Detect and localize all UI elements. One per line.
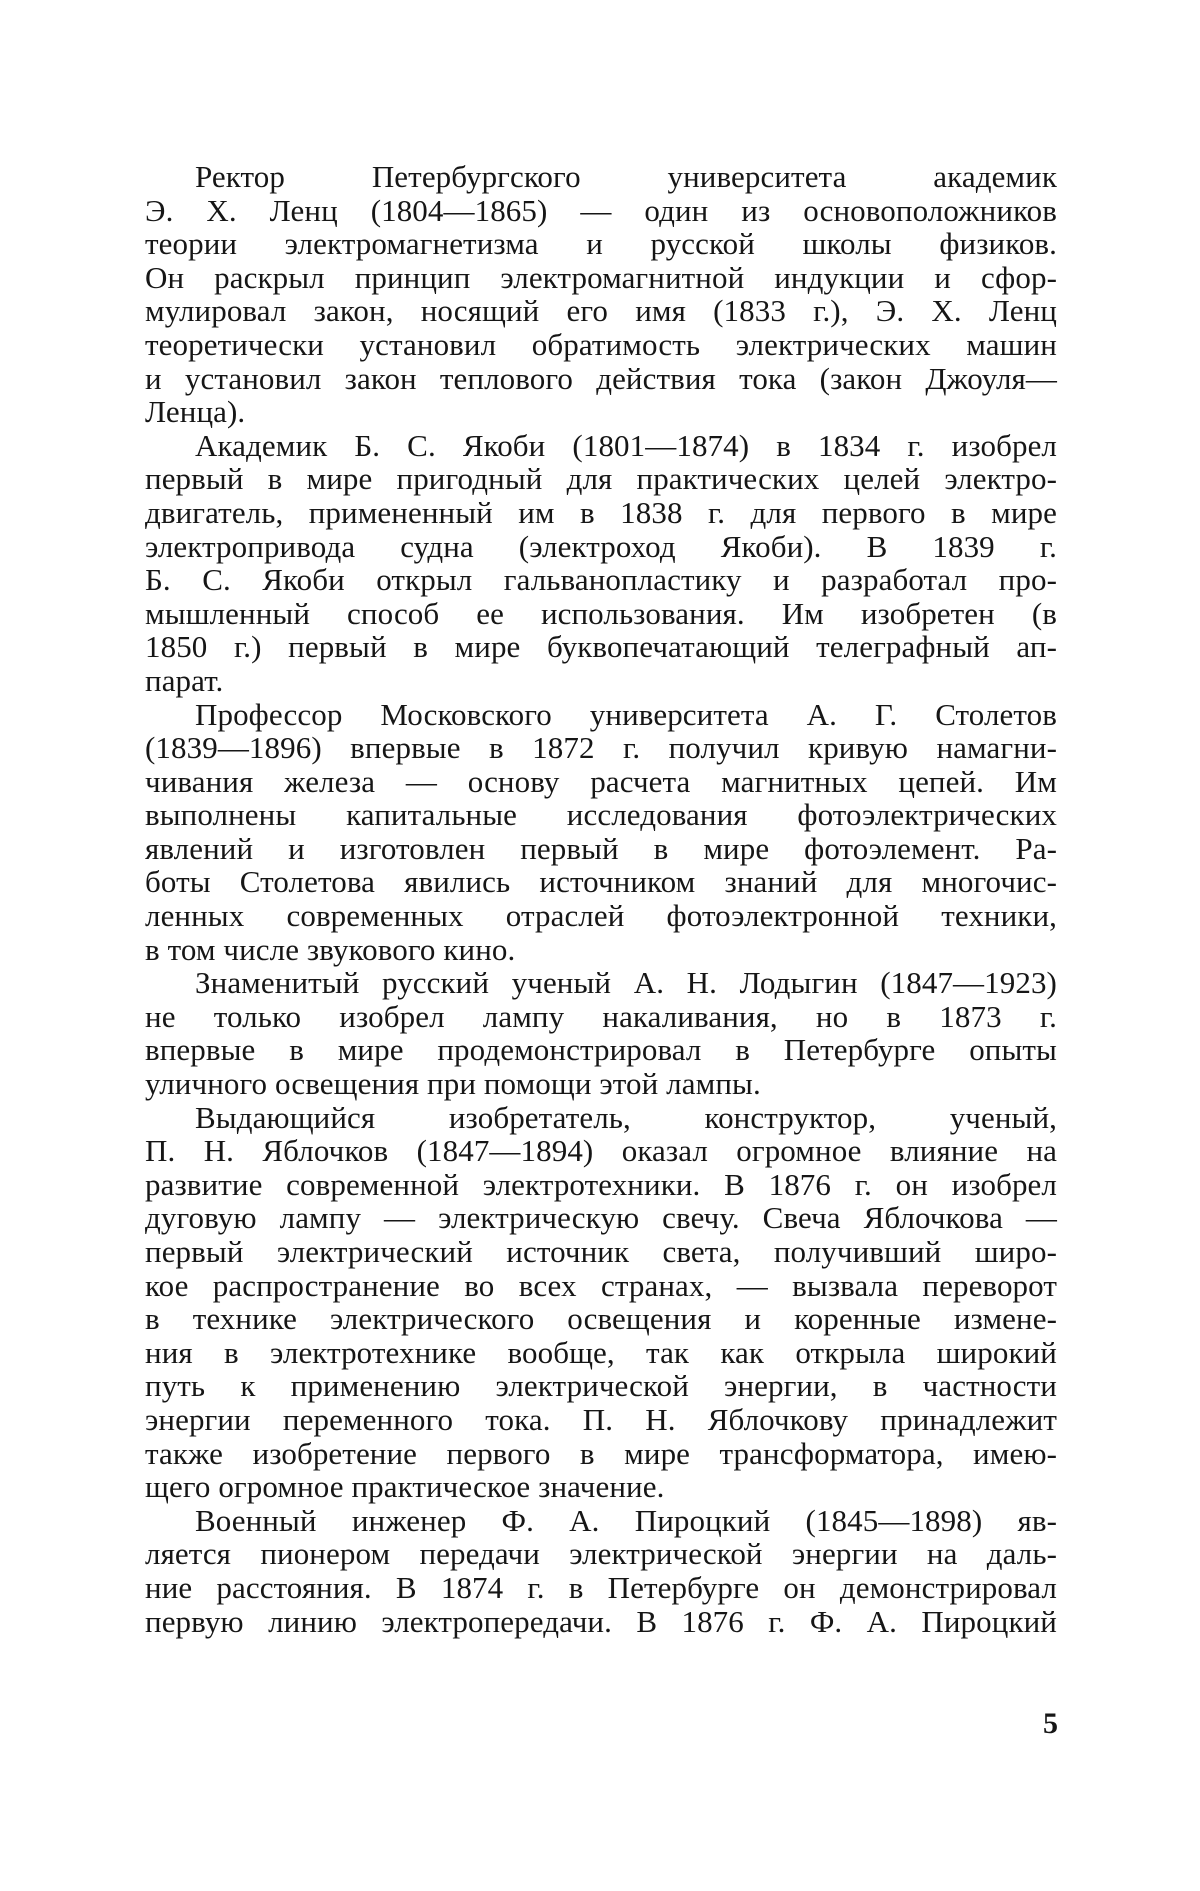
text-line: щего огромное практическое значение. (145, 1469, 665, 1505)
text-line: в технике электрического освещения и коренные измене- (145, 1301, 1057, 1337)
text-line: первую линию электропередачи. В 1876 г. Ф. А. Пироцкий (145, 1603, 1057, 1639)
text-line: теоретически установил обратимость электрических машин (145, 326, 1057, 362)
text-line: парат. (145, 662, 224, 698)
text-line: мулировал закон, носящий его имя (1833 г.), Э. Х. Ленц (145, 293, 1057, 329)
text-line: ния в электротехнике вообще, так как открыла широкий (145, 1334, 1057, 1370)
text-line: (1839—1896) впервые в 1872 г. получил кривую намагни- (145, 730, 1057, 766)
paragraph-stoletov (145, 698, 1057, 967)
text-line: ние расстояния. В 1874 г. в Петербурге он демонстрировал (145, 1569, 1057, 1605)
paragraph-pirotsky (145, 1504, 1057, 1638)
text-line: Знаменитый русский ученый А. Н. Лодыгин (1847—1923) (195, 965, 1057, 1001)
text-line: ленных современных отраслей фотоэлектронной техники, (145, 898, 1057, 934)
text-line: и установил закон теплового действия тока (закон Джоуля— (145, 360, 1057, 396)
text-line: энергии переменного тока. П. Н. Яблочкову принадлежит (145, 1401, 1057, 1437)
text-line: развитие современной электротехники. В 1876 г. он изобрел (145, 1166, 1057, 1202)
text-line: впервые в мире продемонстрировал в Петербурге опыты (145, 1032, 1057, 1068)
text-line: Академик Б. С. Якоби (1801—1874) в 1834 г. изобрел (195, 427, 1057, 463)
text-line: чивания железа — основу расчета магнитных цепей. Им (145, 763, 1057, 799)
text-line: Профессор Московского университета А. Г. Столетов (195, 696, 1057, 732)
text-line: в том числе звукового кино. (145, 931, 516, 967)
text-line: мышленный способ ее использования. Им изобретен (в (145, 595, 1057, 631)
text-line: явлений и изготовлен первый в мире фотоэлемент. Ра- (145, 830, 1057, 866)
text-line: первый электрический источник света, получивший широ- (145, 1234, 1057, 1269)
text-line: теории электромагнетизма и русской школы физиков. (145, 226, 1057, 262)
text-line: выполнены капитальные исследования фотоэлектрических (145, 797, 1057, 833)
text-line: также изобретение первого в мире трансформатора, имею- (145, 1435, 1057, 1471)
text-line: Ленца). (145, 394, 246, 430)
text-line: Он раскрыл принцип электромагнитной индукции и сфор- (145, 259, 1057, 295)
text-line: не только изобрел лампу накаливания, но в 1873 г. (145, 998, 1057, 1034)
text-line: кое распространение во всех странах, — вызвала переворот (145, 1267, 1057, 1303)
text-line: 1850 г.) первый в мире буквопечатающий телеграфный ап- (145, 629, 1057, 665)
page-number: 5 (1043, 1707, 1058, 1740)
paragraph-yablochkov (145, 1101, 1057, 1504)
text-line: Военный инженер Ф. А. Пироцкий (1845—1898) яв- (195, 1502, 1057, 1538)
text-line: Э. Х. Ленц (1804—1865) — один из основоположников (145, 192, 1057, 228)
text-line: Выдающийся изобретатель, конструктор, ученый, (195, 1099, 1057, 1135)
text-line: первый в мире пригодный для практических целей электро- (145, 461, 1057, 497)
paragraph-jacobi (145, 429, 1057, 698)
text-line: Б. С. Якоби открыл гальванопластику и разработал про- (145, 562, 1057, 598)
text-line: дуговую лампу — электрическую свечу. Свеча Яблочкова — (145, 1200, 1057, 1236)
text-line: П. Н. Яблочков (1847—1894) оказал огромное влияние на (145, 1133, 1057, 1169)
paragraph-lodygin (145, 966, 1057, 1100)
text-line: уличного освещения при помощи этой лампы. (145, 1066, 761, 1102)
text-line: боты Столетова явились источником знаний для многочис- (145, 864, 1057, 900)
paragraph-lenz (145, 160, 1057, 429)
text-line: электропривода судна (электроход Якоби). В 1839 г. (145, 528, 1057, 564)
text-line: путь к применению электрической энергии, в частности (145, 1368, 1057, 1404)
body-text (145, 160, 1057, 1638)
text-line: Ректор Петербургского университета академик (195, 159, 1057, 194)
text-line: двигатель, примененный им в 1838 г. для первого в мире (145, 494, 1057, 530)
text-line: ляется пионером передачи электрической энергии на даль- (145, 1536, 1057, 1572)
